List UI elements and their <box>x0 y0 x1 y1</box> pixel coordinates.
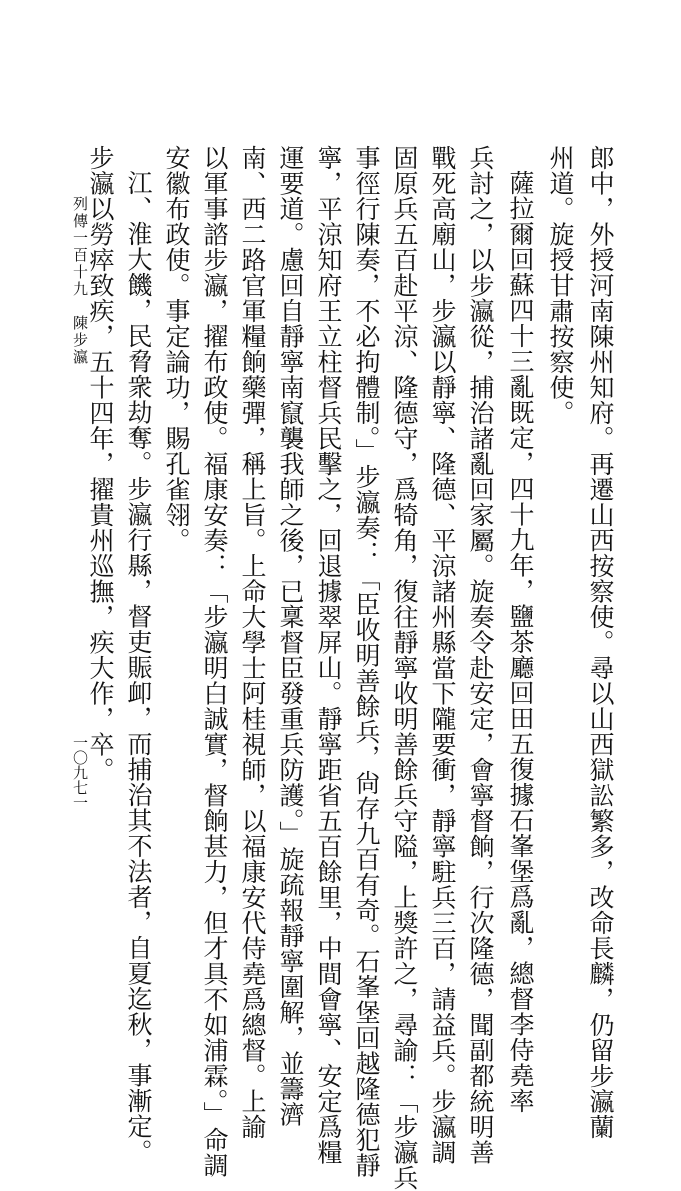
running-head: 列傳一百十九 陳步瀛 <box>71 196 89 366</box>
text-column-3: 薩拉爾回蘇四十三亂既定，四十九年，鹽茶廳回田五復據石峯堡爲亂，總督李侍堯率 <box>506 170 535 1114</box>
text-column-5: 戰死高廟山，步瀛以靜寧、隆德、平涼諸州縣當下隴要衝，靜寧駐兵三百，請益兵。步瀛調 <box>428 145 457 1165</box>
text-column-7: 事徑行陳奏，不必拘體制。」步瀛奏：「臣收明善餘兵，尙存九百有奇。石峯堡回越隆德犯靜 <box>352 145 381 1178</box>
text-column-1: 郎中，外授河南陳州知府。再遷山西按察使。尋以山西獄訟繁多，改命長麟，仍留步瀛蘭 <box>586 145 615 1140</box>
text-column-10: 南、西二路官軍糧餉藥彈，稱上旨。上命大學士阿桂視師，以福康安代侍堯爲總督。上諭 <box>238 145 267 1140</box>
text-column-4: 兵討之，以步瀛從，捕治諸亂回家屬。旋奏令赴安定，會寧督餉，行次隆德，聞副都統明善 <box>466 145 495 1165</box>
text-column-12: 安徽布政使。事定論功，賜孔雀翎。 <box>162 145 191 553</box>
text-column-9: 運要道。慮回自靜寧南竄襲我師之後，已稟督臣發重兵防護。」旋疏報靜寧圍解，並籌濟 <box>276 145 305 1127</box>
page-number: 一〇九七一 <box>71 735 89 810</box>
text-column-11: 以軍事諮步瀛，擢布政使。福康安奏：「步瀛明白誠實，督餉甚力，但才具不如浦霖。」命調 <box>200 145 229 1178</box>
text-column-14: 步瀛以勞瘁致疾，五十四年，擢貴州巡撫，疾大作，卒。 <box>86 145 115 783</box>
text-column-8: 寧，平涼知府王立柱督兵民擊之，回退據翠屏山。靜寧距省五百餘里，中間會寧、安定爲糧 <box>314 145 343 1165</box>
text-column-6: 固原兵五百赴平涼、隆德守，爲犄角，復往靜寧收明善餘兵守隘，上獎許之，尋諭：「步瀛兵 <box>390 145 419 1191</box>
text-column-2: 州道。旋授甘肅按察使。 <box>546 145 575 426</box>
text-column-13: 江、淮大饑，民脅衆劫奪。步瀛行縣，督吏賑卹，而捕治其不法者，自夏迄秋，事漸定。 <box>124 170 153 1165</box>
